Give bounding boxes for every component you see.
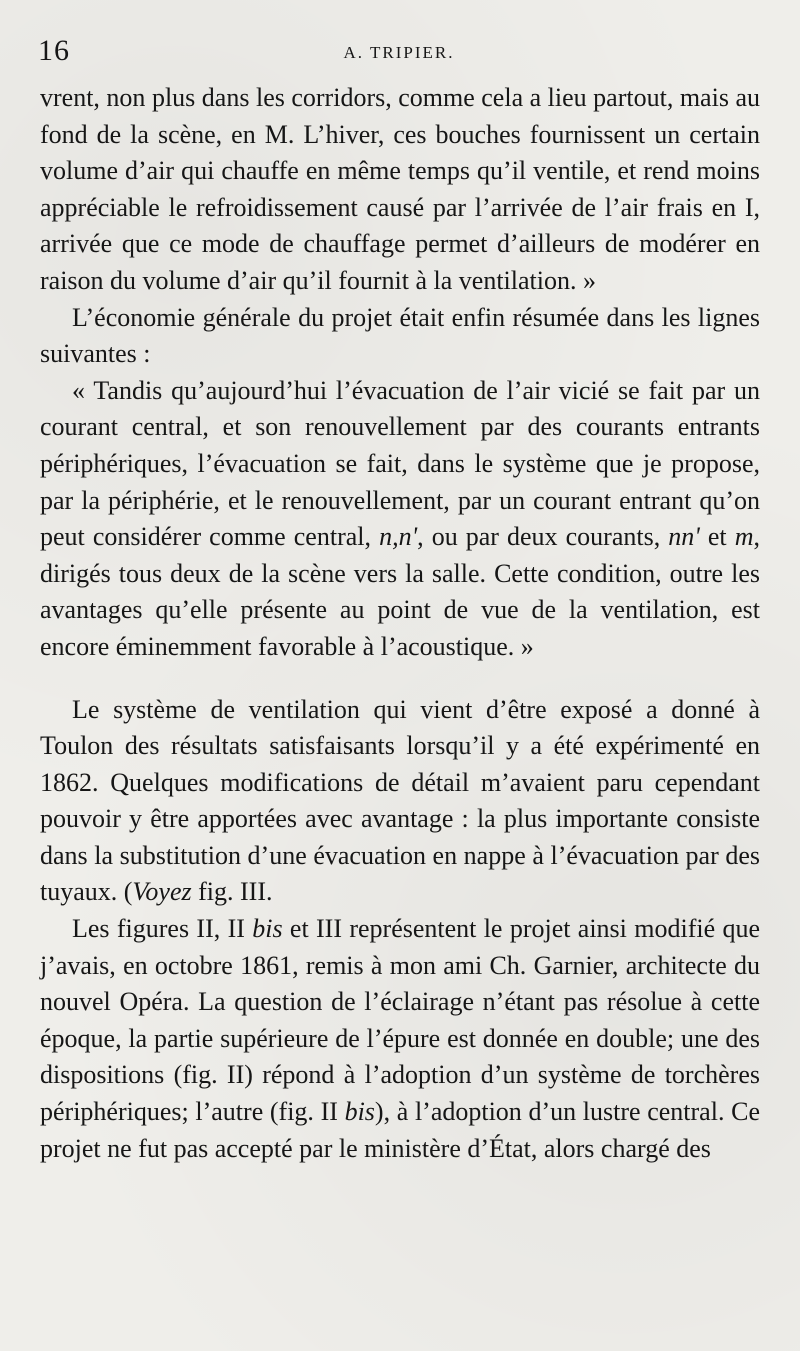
paragraph-5-text-part-3: ), à l’adoption d’un lustre central. Ce projet ne fut pas accepté par le ministère d’État, alors chargé des bbox=[40, 1097, 760, 1163]
paragraph-5-bis-1: bis bbox=[252, 914, 283, 944]
paragraph-figures bbox=[40, 911, 760, 1167]
paragraph-3-label-n-nprime: n,n' bbox=[379, 522, 418, 552]
paragraph-3-text-part-4: , dirigés tous deux de la scène vers la salle. Cette condition, outre les avantages qu’elle présente au point de vue de la ventilation, est encore éminemment favorable à l’acoustique. » bbox=[40, 522, 761, 661]
paragraph-summary-intro bbox=[40, 300, 760, 373]
paragraph-4-text-part-2: fig. III. bbox=[191, 877, 273, 907]
body-text bbox=[40, 80, 760, 1167]
page-header bbox=[38, 34, 760, 70]
paragraph-4-text-part-1: Le système de ventilation qui vient d’être exposé a donné à Toulon des résultats satisfaisants lorsqu’il y a été expérimenté en 1862. Quelques modifications de détail m’avaient paru cependant pouvoir y être apportées avec avantage : la plus importante consiste dans la substitution d’une évacuation en nappe à l’évacuation par des tuyaux. ( bbox=[40, 694, 760, 907]
page-number: 16 bbox=[38, 34, 70, 67]
paragraph-continuation bbox=[40, 80, 760, 300]
paragraph-3-text-part-3: et bbox=[699, 522, 735, 552]
paragraph-quote bbox=[40, 373, 760, 666]
paragraph-3-label-m: m bbox=[734, 522, 754, 552]
paragraph-3-text-part-1: « Tandis qu’aujourd’hui l’évacuation de l’air vicié se fait par un courant central, et son renouvellement par des courants entrants périphériques, l’évacuation se fait, dans le système que je propose, par la périphérie, et le renouvellement, par un courant entrant qu’on peut considérer comme central, bbox=[40, 375, 760, 552]
paragraph-4-voyez: Voyez bbox=[132, 877, 192, 907]
paragraph-5-text-part-1: Les figures II, II bbox=[72, 914, 253, 944]
paragraph-2-text: L’économie générale du projet était enfin résumée dans les lignes suivantes : bbox=[40, 302, 760, 369]
paragraph-3-text-part-2: , ou par deux courants, bbox=[417, 522, 669, 552]
paragraph-5-text-part-2: et III représentent le projet ainsi modifié que j’avais, en octobre 1861, remis à mon ami Ch. Garnier, architecte du nouvel Opéra. La question de l’éclairage n’étant pas résolue à cette époque, la partie supérieure de l’épure est donnée en double; une des dispositions (fig. II) répond à l’adoption d’un système de torchères périphériques; l’autre (fig. II bbox=[40, 914, 760, 1127]
running-head: A. TRIPIER. bbox=[343, 43, 455, 62]
paragraph-1-text: vrent, non plus dans les corridors, comme cela a lieu partout, mais au fond de la scène, en M. L’hiver, ces bouches fournissent un certain volume d’air qui chauffe en même temps qu’il ventile, et rend moins appréciable le refroidissement causé par l’arrivée de l’air frais en I, arrivée que ce mode de chauffage permet d’ailleurs de modérer en raison du volume d’air qu’il fournit à la ventilation. » bbox=[40, 83, 760, 295]
paragraph-3-label-nn-prime: nn' bbox=[668, 522, 700, 552]
paragraph-5-bis-2: bis bbox=[344, 1097, 375, 1127]
paragraph-ventilation-results bbox=[40, 692, 760, 912]
